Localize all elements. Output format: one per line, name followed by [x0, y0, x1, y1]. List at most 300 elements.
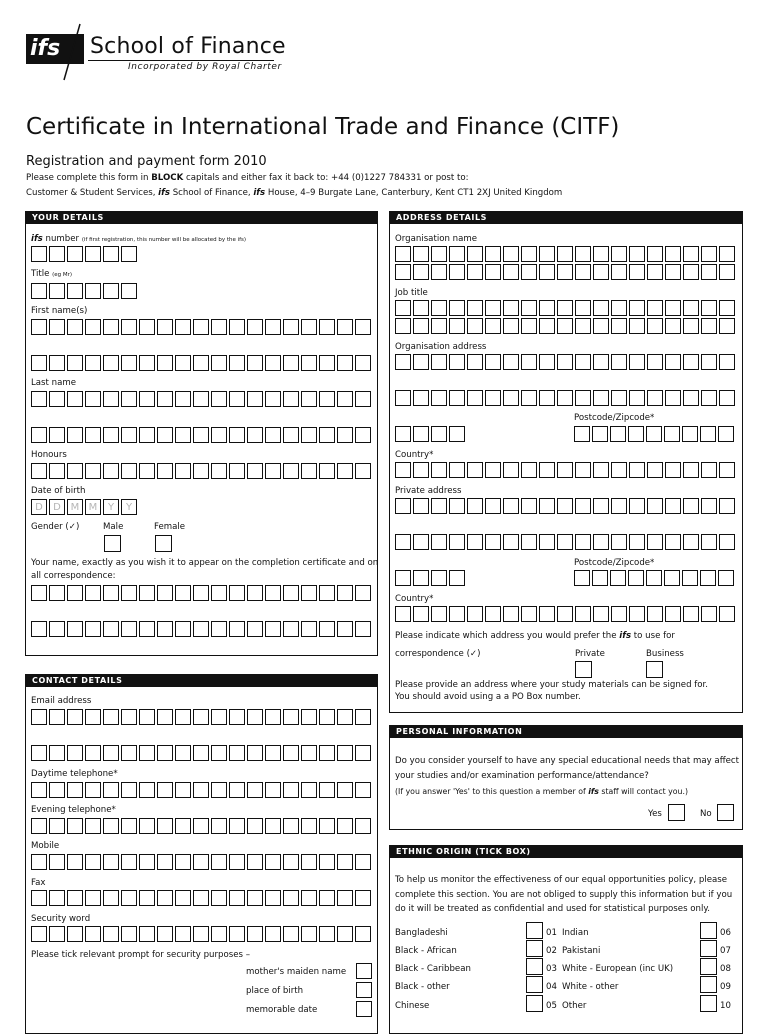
input-box[interactable] [157, 427, 173, 443]
input-box[interactable] [431, 534, 447, 550]
input-box[interactable] [575, 300, 591, 316]
input-box[interactable] [647, 534, 663, 550]
input-box[interactable] [337, 621, 353, 637]
job-title-boxes-row1[interactable] [395, 300, 737, 316]
input-box[interactable] [647, 300, 663, 316]
daytime-telephone-boxes[interactable] [31, 782, 373, 798]
input-box[interactable] [67, 621, 83, 637]
input-box[interactable] [431, 462, 447, 478]
input-box[interactable] [503, 318, 519, 334]
input-box[interactable] [431, 264, 447, 280]
input-box[interactable] [67, 246, 83, 262]
input-box[interactable] [121, 319, 137, 335]
postcode-2-boxes[interactable] [574, 570, 736, 586]
input-box[interactable] [611, 318, 627, 334]
input-box[interactable] [49, 355, 65, 371]
input-box[interactable] [103, 391, 119, 407]
input-box[interactable] [629, 498, 645, 514]
input-box[interactable] [31, 246, 47, 262]
input-box[interactable] [395, 354, 411, 370]
input-box[interactable] [67, 818, 83, 834]
title-boxes[interactable] [31, 283, 139, 299]
input-box[interactable] [49, 745, 65, 761]
input-box[interactable] [67, 709, 83, 725]
input-box[interactable] [611, 246, 627, 262]
input-box[interactable] [719, 498, 735, 514]
input-box[interactable] [103, 818, 119, 834]
input-box[interactable] [85, 818, 101, 834]
input-box[interactable] [719, 390, 735, 406]
input-box[interactable] [503, 354, 519, 370]
input-box[interactable] [665, 462, 681, 478]
input-box[interactable] [31, 782, 47, 798]
certificate-name-boxes-row2[interactable] [31, 621, 373, 637]
input-box[interactable] [593, 606, 609, 622]
input-box[interactable] [593, 390, 609, 406]
input-box[interactable] [67, 782, 83, 798]
input-box[interactable] [701, 534, 717, 550]
input-box[interactable] [611, 390, 627, 406]
input-box[interactable] [103, 463, 119, 479]
input-box[interactable] [85, 246, 101, 262]
input-box[interactable] [121, 709, 137, 725]
input-box[interactable] [664, 426, 680, 442]
ethnic-option-checkbox[interactable] [526, 940, 543, 957]
input-box[interactable] [575, 462, 591, 478]
input-box[interactable] [85, 926, 101, 942]
input-box[interactable] [247, 890, 263, 906]
ethnic-option-checkbox[interactable] [700, 958, 717, 975]
input-box[interactable] [175, 355, 191, 371]
input-box[interactable] [31, 427, 47, 443]
input-box[interactable] [503, 606, 519, 622]
input-box[interactable] [301, 463, 317, 479]
input-box[interactable] [413, 570, 429, 586]
input-box[interactable] [319, 621, 335, 637]
input-box[interactable] [557, 606, 573, 622]
input-box[interactable] [157, 463, 173, 479]
input-box[interactable] [449, 246, 465, 262]
input-box[interactable] [157, 745, 173, 761]
input-box[interactable] [575, 390, 591, 406]
input-box[interactable] [355, 391, 371, 407]
input-box[interactable] [647, 246, 663, 262]
input-box[interactable] [103, 854, 119, 870]
input-box[interactable] [121, 621, 137, 637]
input-box[interactable] [337, 926, 353, 942]
input-box[interactable] [449, 606, 465, 622]
postcode-boxes[interactable] [574, 426, 736, 442]
dob-box[interactable]: Y [121, 499, 137, 515]
input-box[interactable] [539, 534, 555, 550]
input-box[interactable] [319, 709, 335, 725]
input-box[interactable] [31, 709, 47, 725]
input-box[interactable] [683, 318, 699, 334]
input-box[interactable] [485, 318, 501, 334]
input-box[interactable] [67, 854, 83, 870]
input-box[interactable] [121, 782, 137, 798]
input-box[interactable] [103, 926, 119, 942]
input-box[interactable] [355, 427, 371, 443]
input-box[interactable] [646, 570, 662, 586]
input-box[interactable] [139, 355, 155, 371]
input-box[interactable] [413, 534, 429, 550]
input-box[interactable] [301, 854, 317, 870]
fax-boxes[interactable] [31, 890, 373, 906]
input-box[interactable] [539, 354, 555, 370]
input-box[interactable] [85, 427, 101, 443]
email-boxes-row2[interactable] [31, 745, 373, 761]
input-box[interactable] [521, 264, 537, 280]
input-box[interactable] [701, 246, 717, 262]
input-box[interactable] [629, 300, 645, 316]
input-box[interactable] [449, 570, 465, 586]
input-box[interactable] [485, 390, 501, 406]
input-box[interactable] [395, 570, 411, 586]
input-box[interactable] [611, 354, 627, 370]
input-box[interactable] [139, 926, 155, 942]
input-box[interactable] [301, 782, 317, 798]
private-address-boxes-row2[interactable] [395, 534, 737, 550]
input-box[interactable] [85, 319, 101, 335]
input-box[interactable] [467, 300, 483, 316]
input-box[interactable] [157, 818, 173, 834]
input-box[interactable] [139, 585, 155, 601]
input-box[interactable] [629, 264, 645, 280]
input-box[interactable] [355, 585, 371, 601]
input-box[interactable] [301, 355, 317, 371]
input-box[interactable] [67, 926, 83, 942]
input-box[interactable] [319, 427, 335, 443]
input-box[interactable] [539, 318, 555, 334]
input-box[interactable] [31, 355, 47, 371]
input-box[interactable] [265, 818, 281, 834]
input-box[interactable] [49, 709, 65, 725]
input-box[interactable] [211, 745, 227, 761]
input-box[interactable] [557, 318, 573, 334]
input-box[interactable] [557, 264, 573, 280]
input-box[interactable] [647, 354, 663, 370]
input-box[interactable] [521, 534, 537, 550]
input-box[interactable] [611, 606, 627, 622]
input-box[interactable] [593, 264, 609, 280]
input-box[interactable] [193, 427, 209, 443]
input-box[interactable] [121, 890, 137, 906]
input-box[interactable] [701, 354, 717, 370]
first-names-boxes-row2[interactable] [31, 355, 373, 371]
input-box[interactable] [485, 246, 501, 262]
input-box[interactable] [121, 818, 137, 834]
special-needs-yes-checkbox[interactable] [668, 804, 685, 821]
input-box[interactable] [575, 354, 591, 370]
job-title-boxes-row2[interactable] [395, 318, 737, 334]
input-box[interactable] [229, 745, 245, 761]
input-box[interactable] [67, 391, 83, 407]
input-box[interactable] [337, 427, 353, 443]
input-box[interactable] [719, 300, 735, 316]
input-box[interactable] [485, 498, 501, 514]
input-box[interactable] [103, 585, 119, 601]
dob-box[interactable]: D [31, 499, 47, 515]
input-box[interactable] [301, 890, 317, 906]
male-checkbox[interactable] [104, 535, 121, 552]
input-box[interactable] [229, 463, 245, 479]
input-box[interactable] [265, 782, 281, 798]
input-box[interactable] [31, 621, 47, 637]
input-box[interactable] [647, 498, 663, 514]
input-box[interactable] [211, 818, 227, 834]
input-box[interactable] [301, 585, 317, 601]
input-box[interactable] [521, 390, 537, 406]
input-box[interactable] [139, 427, 155, 443]
input-box[interactable] [175, 854, 191, 870]
input-box[interactable] [139, 391, 155, 407]
input-box[interactable] [31, 319, 47, 335]
input-box[interactable] [175, 890, 191, 906]
input-box[interactable] [593, 300, 609, 316]
input-box[interactable] [355, 709, 371, 725]
input-box[interactable] [193, 463, 209, 479]
input-box[interactable] [521, 606, 537, 622]
input-box[interactable] [103, 319, 119, 335]
input-box[interactable] [503, 498, 519, 514]
memorable-date-checkbox[interactable] [356, 1001, 372, 1017]
evening-telephone-boxes[interactable] [31, 818, 373, 834]
input-box[interactable] [247, 854, 263, 870]
input-box[interactable] [229, 890, 245, 906]
input-box[interactable] [467, 390, 483, 406]
input-box[interactable] [49, 427, 65, 443]
input-box[interactable] [85, 355, 101, 371]
input-box[interactable] [103, 246, 119, 262]
input-box[interactable] [355, 745, 371, 761]
input-box[interactable] [521, 300, 537, 316]
input-box[interactable] [683, 264, 699, 280]
input-box[interactable] [683, 300, 699, 316]
input-box[interactable] [593, 246, 609, 262]
input-box[interactable] [67, 745, 83, 761]
input-box[interactable] [67, 585, 83, 601]
input-box[interactable] [664, 570, 680, 586]
input-box[interactable] [413, 318, 429, 334]
input-box[interactable] [301, 926, 317, 942]
input-box[interactable] [49, 854, 65, 870]
input-box[interactable] [211, 709, 227, 725]
input-box[interactable] [247, 926, 263, 942]
input-box[interactable] [301, 391, 317, 407]
input-box[interactable] [467, 606, 483, 622]
input-box[interactable] [467, 318, 483, 334]
input-box[interactable] [157, 854, 173, 870]
input-box[interactable] [139, 854, 155, 870]
input-box[interactable] [49, 463, 65, 479]
organisation-name-boxes-row2[interactable] [395, 264, 737, 280]
input-box[interactable] [103, 745, 119, 761]
input-box[interactable] [229, 427, 245, 443]
input-box[interactable] [265, 621, 281, 637]
private-address-boxes-row1[interactable] [395, 498, 737, 514]
input-box[interactable] [211, 391, 227, 407]
input-box[interactable] [157, 782, 173, 798]
input-box[interactable] [575, 534, 591, 550]
input-box[interactable] [121, 355, 137, 371]
input-box[interactable] [647, 606, 663, 622]
input-box[interactable] [319, 782, 335, 798]
input-box[interactable] [395, 534, 411, 550]
input-box[interactable] [431, 570, 447, 586]
ethnic-option-checkbox[interactable] [526, 976, 543, 993]
first-names-boxes-row1[interactable] [31, 319, 373, 335]
input-box[interactable] [431, 300, 447, 316]
input-box[interactable] [337, 585, 353, 601]
input-box[interactable] [521, 318, 537, 334]
input-box[interactable] [355, 463, 371, 479]
input-box[interactable] [719, 318, 735, 334]
input-box[interactable] [211, 585, 227, 601]
input-box[interactable] [157, 709, 173, 725]
input-box[interactable] [629, 318, 645, 334]
input-box[interactable] [521, 246, 537, 262]
ethnic-option-checkbox[interactable] [700, 922, 717, 939]
input-box[interactable] [229, 391, 245, 407]
input-box[interactable] [611, 300, 627, 316]
input-box[interactable] [247, 391, 263, 407]
input-box[interactable] [31, 283, 47, 299]
input-box[interactable] [157, 621, 173, 637]
input-box[interactable] [665, 246, 681, 262]
input-box[interactable] [413, 300, 429, 316]
input-box[interactable] [283, 463, 299, 479]
input-box[interactable] [665, 264, 681, 280]
input-box[interactable] [301, 709, 317, 725]
dob-boxes[interactable] [31, 499, 139, 515]
input-box[interactable] [449, 318, 465, 334]
input-box[interactable] [31, 818, 47, 834]
input-box[interactable] [665, 354, 681, 370]
input-box[interactable] [103, 621, 119, 637]
input-box[interactable] [247, 709, 263, 725]
input-box[interactable] [139, 745, 155, 761]
organisation-name-boxes-row1[interactable] [395, 246, 737, 262]
last-name-boxes-row2[interactable] [31, 427, 373, 443]
input-box[interactable] [355, 854, 371, 870]
input-box[interactable] [31, 463, 47, 479]
input-box[interactable] [503, 534, 519, 550]
input-box[interactable] [628, 570, 644, 586]
input-box[interactable] [265, 391, 281, 407]
input-box[interactable] [211, 355, 227, 371]
input-box[interactable] [175, 621, 191, 637]
input-box[interactable] [283, 890, 299, 906]
input-box[interactable] [593, 498, 609, 514]
input-box[interactable] [49, 818, 65, 834]
input-box[interactable] [157, 926, 173, 942]
input-box[interactable] [283, 709, 299, 725]
dob-box[interactable]: D [49, 499, 65, 515]
input-box[interactable] [485, 300, 501, 316]
input-box[interactable] [610, 426, 626, 442]
input-box[interactable] [665, 498, 681, 514]
input-box[interactable] [521, 498, 537, 514]
input-box[interactable] [85, 621, 101, 637]
input-box[interactable] [175, 926, 191, 942]
input-box[interactable] [503, 390, 519, 406]
input-box[interactable] [229, 818, 245, 834]
input-box[interactable] [539, 264, 555, 280]
input-box[interactable] [355, 890, 371, 906]
input-box[interactable] [49, 782, 65, 798]
input-box[interactable] [283, 782, 299, 798]
input-box[interactable] [49, 391, 65, 407]
input-box[interactable] [355, 319, 371, 335]
input-box[interactable] [683, 534, 699, 550]
input-box[interactable] [539, 246, 555, 262]
input-box[interactable] [431, 318, 447, 334]
input-box[interactable] [665, 318, 681, 334]
input-box[interactable] [337, 463, 353, 479]
input-box[interactable] [629, 354, 645, 370]
input-box[interactable] [413, 246, 429, 262]
input-box[interactable] [301, 621, 317, 637]
input-box[interactable] [283, 391, 299, 407]
input-box[interactable] [193, 585, 209, 601]
input-box[interactable] [503, 300, 519, 316]
input-box[interactable] [139, 319, 155, 335]
input-box[interactable] [503, 264, 519, 280]
input-box[interactable] [592, 570, 608, 586]
last-name-boxes-row1[interactable] [31, 391, 373, 407]
input-box[interactable] [247, 319, 263, 335]
input-box[interactable] [175, 585, 191, 601]
input-box[interactable] [629, 606, 645, 622]
input-box[interactable] [175, 463, 191, 479]
input-box[interactable] [31, 585, 47, 601]
input-box[interactable] [701, 606, 717, 622]
input-box[interactable] [665, 390, 681, 406]
input-box[interactable] [413, 606, 429, 622]
input-box[interactable] [665, 534, 681, 550]
input-box[interactable] [157, 391, 173, 407]
input-box[interactable] [719, 534, 735, 550]
input-box[interactable] [175, 391, 191, 407]
ethnic-option-checkbox[interactable] [526, 922, 543, 939]
input-box[interactable] [575, 246, 591, 262]
input-box[interactable] [575, 318, 591, 334]
input-box[interactable] [229, 782, 245, 798]
input-box[interactable] [485, 354, 501, 370]
input-box[interactable] [539, 390, 555, 406]
input-box[interactable] [247, 818, 263, 834]
input-box[interactable] [503, 462, 519, 478]
business-address-checkbox[interactable] [646, 661, 663, 678]
input-box[interactable] [395, 300, 411, 316]
input-box[interactable] [467, 264, 483, 280]
input-box[interactable] [701, 462, 717, 478]
input-box[interactable] [449, 390, 465, 406]
ethnic-option-checkbox[interactable] [700, 976, 717, 993]
certificate-name-boxes-row1[interactable] [31, 585, 373, 601]
input-box[interactable] [701, 390, 717, 406]
input-box[interactable] [575, 264, 591, 280]
organisation-address-boxes-row2[interactable] [395, 390, 737, 406]
input-box[interactable] [121, 585, 137, 601]
input-box[interactable] [247, 621, 263, 637]
input-box[interactable] [211, 926, 227, 942]
input-box[interactable] [193, 391, 209, 407]
input-box[interactable] [193, 355, 209, 371]
input-box[interactable] [301, 319, 317, 335]
private-address-end-boxes[interactable] [395, 570, 467, 586]
